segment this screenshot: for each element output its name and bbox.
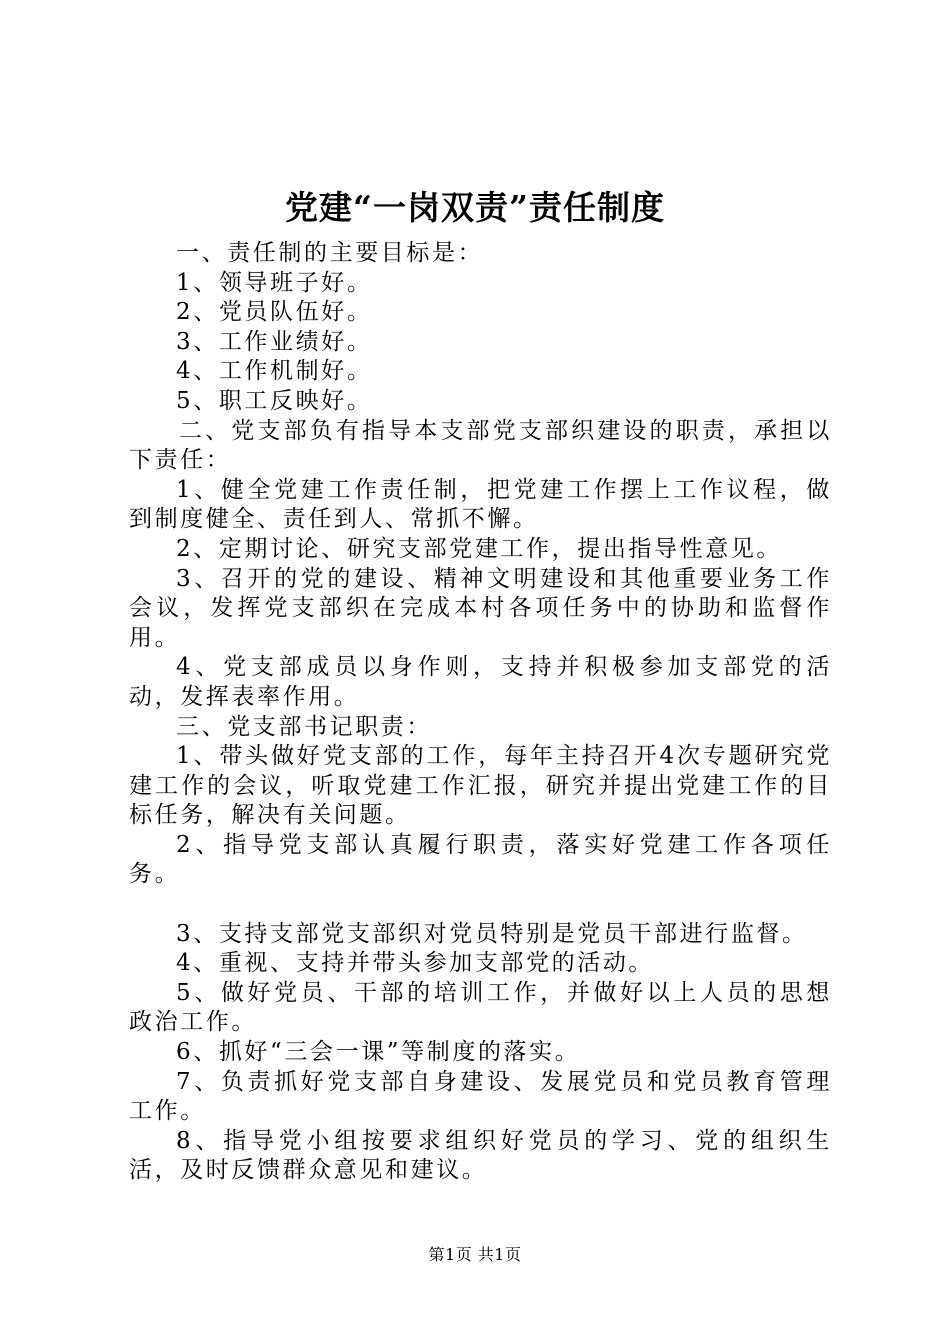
blank-line	[129, 890, 832, 920]
list-item: 5、职工反映好。	[176, 387, 373, 414]
list-item: 1、健全党建工作责任制，把党建工作摆上工作议程，做到制度健全、责任到人、常抓不懈。	[129, 476, 832, 533]
list-item: 2、党员队伍好。	[176, 299, 373, 326]
list-item: 6、抓好“三会一课”等制度的落实。	[176, 1039, 581, 1066]
section-heading: 一、责任制的主要目标是：	[176, 240, 484, 266]
section-heading: 二、党支部负有指导本支部党支部织建设的职责，承担以下责任：	[129, 417, 832, 474]
list-item: 4、重视、支持并带头参加支部党的活动。	[176, 950, 655, 977]
list-item: 2、指导党支部认真履行职责，落实好党建工作各项任务。	[129, 831, 832, 888]
document-title: 党建“一岗双责”责任制度	[285, 188, 665, 227]
list-item: 1、带头做好党支部的工作，每年主持召开4次专题研究党建工作的会议，听取党建工作汇报，研究并提出党建工作的目标任务，解决有关问题。	[129, 743, 832, 829]
list-item: 7、负责抓好党支部自身建设、发展党员和党员教育管理工作。	[129, 1068, 832, 1125]
list-item: 3、支持支部党支部织对党员特别是党员干部进行监督。	[176, 920, 808, 947]
document-body	[129, 239, 832, 1186]
list-item: 8、指导党小组按要求组织好党员的学习、党的组织生活，及时反馈群众意见和建议。	[129, 1127, 832, 1184]
section-heading: 三、党支部书记职责：	[176, 713, 432, 740]
list-item: 2、定期讨论、研究支部党建工作，提出指导性意见。	[176, 535, 783, 562]
list-item: 5、做好党员、干部的培训工作，并做好以上人员的思想政治工作。	[129, 979, 832, 1036]
page-number-footer: 第1页 共1页	[428, 1245, 522, 1264]
list-item: 3、工作业绩好。	[176, 328, 373, 355]
list-item: 4、党支部成员以身作则，支持并积极参加支部党的活动，发挥表率作用。	[129, 654, 832, 710]
list-item: 1、领导班子好。	[176, 269, 373, 296]
list-item: 3、召开的党的建设、精神文明建设和其他重要业务工作会议，发挥党支部织在完成本村各项任务中的协助和监督作用。	[129, 565, 832, 651]
list-item: 4、工作机制好。	[176, 358, 373, 385]
